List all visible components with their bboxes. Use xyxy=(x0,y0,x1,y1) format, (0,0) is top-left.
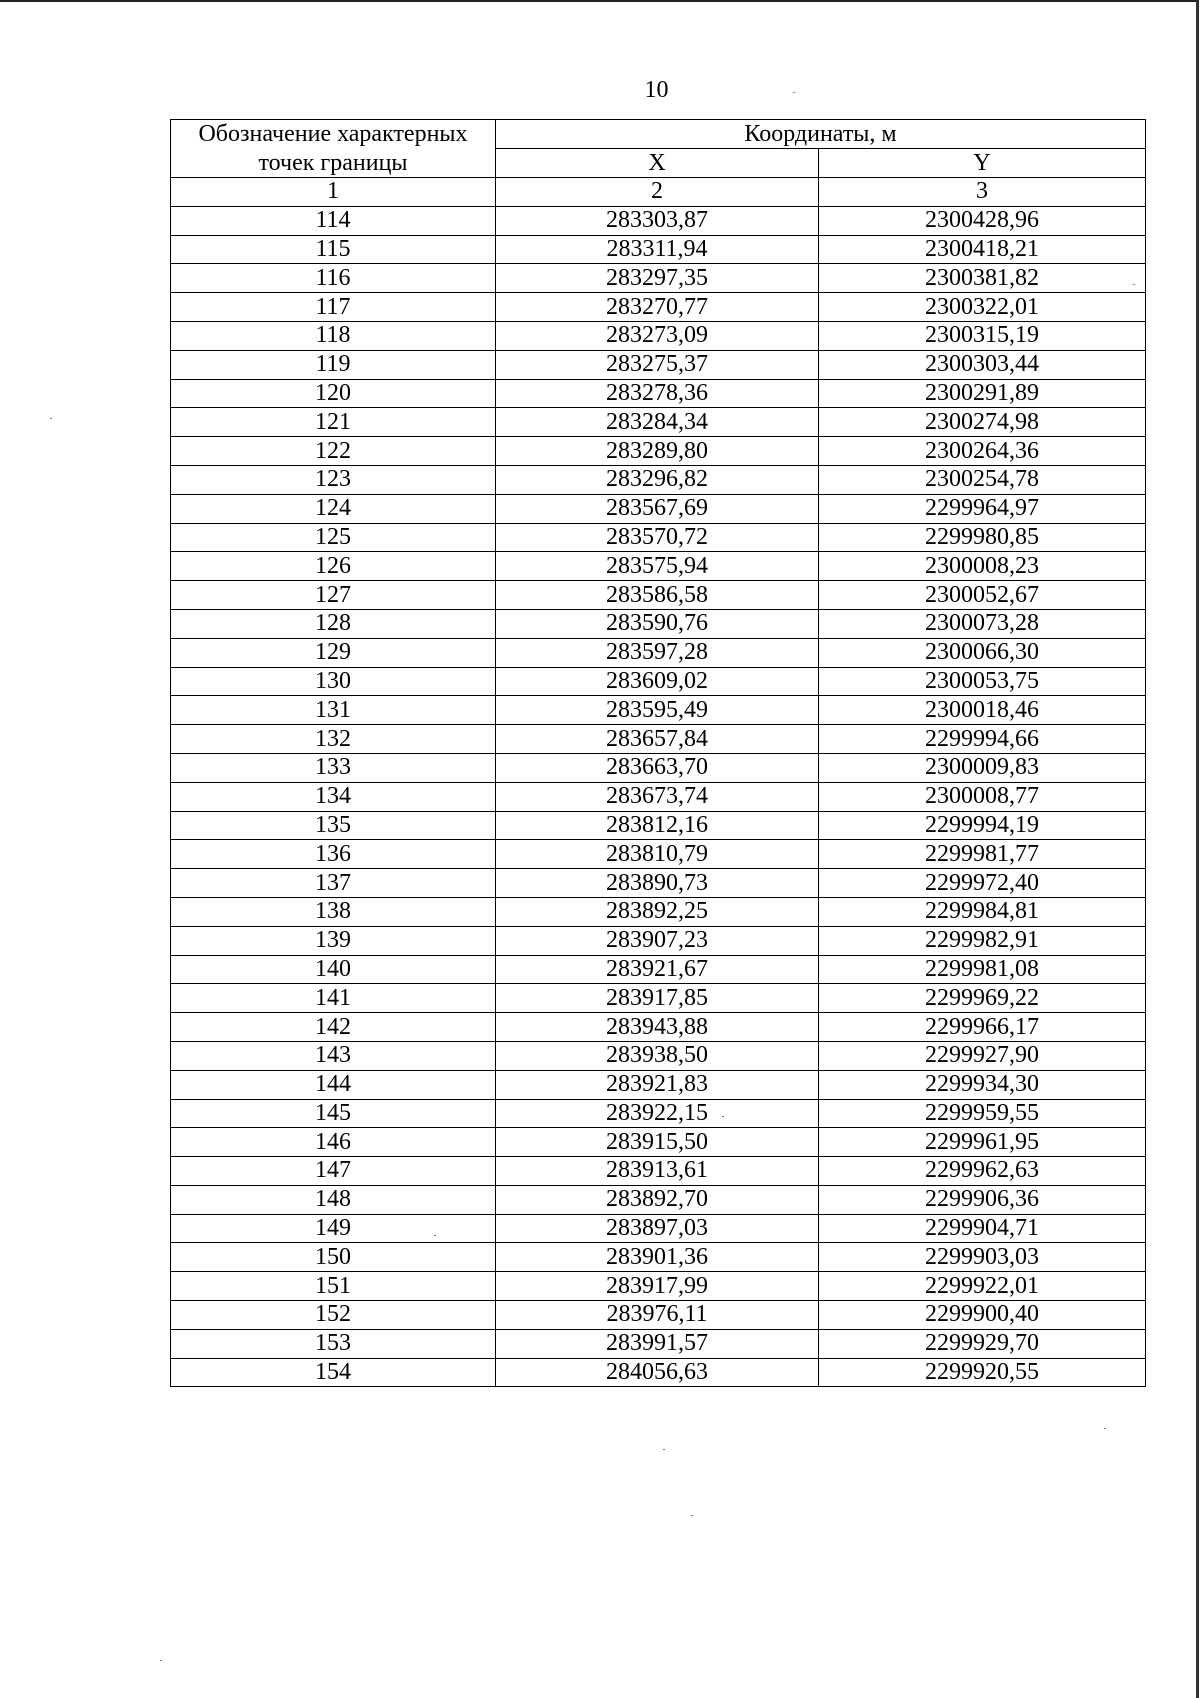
table-row xyxy=(171,1099,1146,1128)
table-row xyxy=(171,350,1146,379)
x-coordinate-cell: 283296,82 xyxy=(496,465,819,494)
table-row xyxy=(171,465,1146,494)
x-coordinate-cell: 283275,37 xyxy=(496,350,819,379)
table-row xyxy=(171,1214,1146,1243)
point-cell: 131 xyxy=(171,696,496,725)
table-row xyxy=(171,408,1146,437)
scan-speck xyxy=(50,418,52,419)
x-coordinate-cell: 283273,09 xyxy=(496,321,819,350)
point-cell: 132 xyxy=(171,725,496,754)
point-cell: 117 xyxy=(171,293,496,322)
x-coordinate-cell: 283570,72 xyxy=(496,523,819,552)
table-row xyxy=(171,523,1146,552)
x-coordinate-cell: 283567,69 xyxy=(496,494,819,523)
y-coordinate-cell: 2300052,67 xyxy=(819,581,1146,610)
point-cell: 125 xyxy=(171,523,496,552)
table-row xyxy=(171,1070,1146,1099)
table-row xyxy=(171,897,1146,926)
point-cell: 139 xyxy=(171,926,496,955)
point-cell: 138 xyxy=(171,897,496,926)
point-cell: 120 xyxy=(171,379,496,408)
table-body xyxy=(171,206,1146,1387)
y-coordinate-cell: 2300291,89 xyxy=(819,379,1146,408)
scan-speck xyxy=(663,1449,665,1450)
y-coordinate-cell: 2300274,98 xyxy=(819,408,1146,437)
scan-speck xyxy=(793,92,795,93)
y-coordinate-cell: 2300073,28 xyxy=(819,609,1146,638)
x-column-header: X xyxy=(496,149,819,178)
y-coordinate-cell: 2299961,95 xyxy=(819,1128,1146,1157)
boundary-coordinates-table xyxy=(170,119,1146,1387)
table-row xyxy=(171,609,1146,638)
y-coordinate-cell: 2299900,40 xyxy=(819,1301,1146,1330)
x-coordinate-cell: 283270,77 xyxy=(496,293,819,322)
point-cell: 151 xyxy=(171,1272,496,1301)
x-coordinate-cell: 283915,50 xyxy=(496,1128,819,1157)
point-cell: 133 xyxy=(171,753,496,782)
y-coordinate-cell: 2299980,85 xyxy=(819,523,1146,552)
table-row xyxy=(171,264,1146,293)
y-coordinate-cell: 2300303,44 xyxy=(819,350,1146,379)
x-coordinate-cell: 283278,36 xyxy=(496,379,819,408)
y-coordinate-cell: 2300053,75 xyxy=(819,667,1146,696)
point-cell: 129 xyxy=(171,638,496,667)
y-coordinate-cell: 2300315,19 xyxy=(819,321,1146,350)
point-cell: 126 xyxy=(171,552,496,581)
table-row xyxy=(171,955,1146,984)
scan-speck xyxy=(434,1235,436,1236)
x-coordinate-cell: 283901,36 xyxy=(496,1243,819,1272)
y-coordinate-cell: 2299920,55 xyxy=(819,1358,1146,1387)
y-coordinate-cell: 2299959,55 xyxy=(819,1099,1146,1128)
point-cell: 119 xyxy=(171,350,496,379)
y-column-header: Y xyxy=(819,149,1146,178)
x-coordinate-cell: 283586,58 xyxy=(496,581,819,610)
table-row xyxy=(171,1041,1146,1070)
point-cell: 140 xyxy=(171,955,496,984)
table-row xyxy=(171,581,1146,610)
point-designation-header-line2: точек границы xyxy=(258,149,408,176)
scan-speck xyxy=(1104,1428,1106,1429)
table-row xyxy=(171,926,1146,955)
y-coordinate-cell: 2299906,36 xyxy=(819,1185,1146,1214)
x-coordinate-cell: 283289,80 xyxy=(496,437,819,466)
point-cell: 148 xyxy=(171,1185,496,1214)
y-coordinate-cell: 2300381,82 xyxy=(819,264,1146,293)
table-row xyxy=(171,1128,1146,1157)
x-coordinate-cell: 283284,34 xyxy=(496,408,819,437)
y-coordinate-cell: 2299982,91 xyxy=(819,926,1146,955)
y-coordinate-cell: 2300428,96 xyxy=(819,206,1146,235)
point-cell: 127 xyxy=(171,581,496,610)
x-coordinate-cell: 283303,87 xyxy=(496,206,819,235)
table-row xyxy=(171,1185,1146,1214)
x-coordinate-cell: 283892,25 xyxy=(496,897,819,926)
x-coordinate-cell: 283595,49 xyxy=(496,696,819,725)
table-row xyxy=(171,437,1146,466)
column-numbers-row xyxy=(171,178,1146,207)
y-coordinate-cell: 2299981,08 xyxy=(819,955,1146,984)
table-row xyxy=(171,321,1146,350)
table-row xyxy=(171,235,1146,264)
x-coordinate-cell: 283913,61 xyxy=(496,1157,819,1186)
x-coordinate-cell: 283609,02 xyxy=(496,667,819,696)
coordinates-header: Координаты, м xyxy=(496,120,1146,149)
point-cell: 134 xyxy=(171,782,496,811)
table-row xyxy=(171,811,1146,840)
point-cell: 136 xyxy=(171,840,496,869)
x-coordinate-cell: 283597,28 xyxy=(496,638,819,667)
table-row xyxy=(171,293,1146,322)
table-row xyxy=(171,753,1146,782)
x-coordinate-cell: 283890,73 xyxy=(496,869,819,898)
point-cell: 145 xyxy=(171,1099,496,1128)
point-cell: 130 xyxy=(171,667,496,696)
y-coordinate-cell: 2300264,36 xyxy=(819,437,1146,466)
scan-speck xyxy=(722,1116,724,1117)
table-row xyxy=(171,984,1146,1013)
point-cell: 143 xyxy=(171,1041,496,1070)
y-coordinate-cell: 2300066,30 xyxy=(819,638,1146,667)
table-row xyxy=(171,1272,1146,1301)
point-cell: 135 xyxy=(171,811,496,840)
point-cell: 137 xyxy=(171,869,496,898)
point-cell: 114 xyxy=(171,206,496,235)
table-row xyxy=(171,206,1146,235)
table-row xyxy=(171,840,1146,869)
y-coordinate-cell: 2299984,81 xyxy=(819,897,1146,926)
x-coordinate-cell: 283892,70 xyxy=(496,1185,819,1214)
point-cell: 141 xyxy=(171,984,496,1013)
y-coordinate-cell: 2299927,90 xyxy=(819,1041,1146,1070)
y-coordinate-cell: 2299972,40 xyxy=(819,869,1146,898)
column-number-3: 3 xyxy=(819,178,1146,207)
x-coordinate-cell: 284056,63 xyxy=(496,1358,819,1387)
point-cell: 123 xyxy=(171,465,496,494)
point-cell: 128 xyxy=(171,609,496,638)
x-coordinate-cell: 283922,15 xyxy=(496,1099,819,1128)
table-row xyxy=(171,1157,1146,1186)
scan-speck xyxy=(1133,284,1135,285)
y-coordinate-cell: 2300418,21 xyxy=(819,235,1146,264)
y-coordinate-cell: 2300009,83 xyxy=(819,753,1146,782)
y-coordinate-cell: 2299966,17 xyxy=(819,1013,1146,1042)
x-coordinate-cell: 283917,99 xyxy=(496,1272,819,1301)
x-coordinate-cell: 283943,88 xyxy=(496,1013,819,1042)
point-designation-header-line1: Обозначение характерных xyxy=(198,121,468,147)
point-cell: 144 xyxy=(171,1070,496,1099)
scan-speck xyxy=(160,1660,162,1661)
point-cell: 149 xyxy=(171,1214,496,1243)
x-coordinate-cell: 283311,94 xyxy=(496,235,819,264)
table-row xyxy=(171,1301,1146,1330)
scan-speck xyxy=(691,1515,693,1516)
y-coordinate-cell: 2299922,01 xyxy=(819,1272,1146,1301)
table-row xyxy=(171,1243,1146,1272)
y-coordinate-cell: 2299964,97 xyxy=(819,494,1146,523)
x-coordinate-cell: 283921,83 xyxy=(496,1070,819,1099)
x-coordinate-cell: 283657,84 xyxy=(496,725,819,754)
page-number: 10 xyxy=(644,77,669,103)
y-coordinate-cell: 2299929,70 xyxy=(819,1329,1146,1358)
point-cell: 152 xyxy=(171,1301,496,1330)
x-coordinate-cell: 283297,35 xyxy=(496,264,819,293)
table-row xyxy=(171,782,1146,811)
point-cell: 124 xyxy=(171,494,496,523)
x-coordinate-cell: 283812,16 xyxy=(496,811,819,840)
x-coordinate-cell: 283907,23 xyxy=(496,926,819,955)
x-coordinate-cell: 283575,94 xyxy=(496,552,819,581)
x-coordinate-cell: 283810,79 xyxy=(496,840,819,869)
y-coordinate-cell: 2299903,03 xyxy=(819,1243,1146,1272)
y-coordinate-cell: 2300322,01 xyxy=(819,293,1146,322)
point-cell: 154 xyxy=(171,1358,496,1387)
y-coordinate-cell: 2299981,77 xyxy=(819,840,1146,869)
table-row xyxy=(171,1013,1146,1042)
point-cell: 153 xyxy=(171,1329,496,1358)
point-cell: 150 xyxy=(171,1243,496,1272)
point-cell: 147 xyxy=(171,1157,496,1186)
x-coordinate-cell: 283991,57 xyxy=(496,1329,819,1358)
table-row xyxy=(171,696,1146,725)
y-coordinate-cell: 2300008,77 xyxy=(819,782,1146,811)
y-coordinate-cell: 2299904,71 xyxy=(819,1214,1146,1243)
table-row xyxy=(171,494,1146,523)
y-coordinate-cell: 2299934,30 xyxy=(819,1070,1146,1099)
table-row xyxy=(171,638,1146,667)
table-row xyxy=(171,379,1146,408)
point-cell: 118 xyxy=(171,321,496,350)
y-coordinate-cell: 2299994,66 xyxy=(819,725,1146,754)
point-cell: 146 xyxy=(171,1128,496,1157)
x-coordinate-cell: 283673,74 xyxy=(496,782,819,811)
x-coordinate-cell: 283663,70 xyxy=(496,753,819,782)
x-coordinate-cell: 283897,03 xyxy=(496,1214,819,1243)
point-designation-header xyxy=(171,120,496,178)
table-row xyxy=(171,552,1146,581)
column-number-1: 1 xyxy=(171,178,496,207)
y-coordinate-cell: 2299969,22 xyxy=(819,984,1146,1013)
table-row xyxy=(171,869,1146,898)
point-cell: 116 xyxy=(171,264,496,293)
table-row xyxy=(171,667,1146,696)
x-coordinate-cell: 283590,76 xyxy=(496,609,819,638)
y-coordinate-cell: 2300018,46 xyxy=(819,696,1146,725)
column-number-2: 2 xyxy=(496,178,819,207)
table-row xyxy=(171,1358,1146,1387)
x-coordinate-cell: 283938,50 xyxy=(496,1041,819,1070)
x-coordinate-cell: 283921,67 xyxy=(496,955,819,984)
table-header-row xyxy=(171,120,1146,149)
table-row xyxy=(171,725,1146,754)
x-coordinate-cell: 283917,85 xyxy=(496,984,819,1013)
y-coordinate-cell: 2299994,19 xyxy=(819,811,1146,840)
y-coordinate-cell: 2300254,78 xyxy=(819,465,1146,494)
y-coordinate-cell: 2299962,63 xyxy=(819,1157,1146,1186)
table-row xyxy=(171,1329,1146,1358)
x-coordinate-cell: 283976,11 xyxy=(496,1301,819,1330)
y-coordinate-cell: 2300008,23 xyxy=(819,552,1146,581)
point-cell: 122 xyxy=(171,437,496,466)
point-cell: 121 xyxy=(171,408,496,437)
point-cell: 115 xyxy=(171,235,496,264)
point-cell: 142 xyxy=(171,1013,496,1042)
